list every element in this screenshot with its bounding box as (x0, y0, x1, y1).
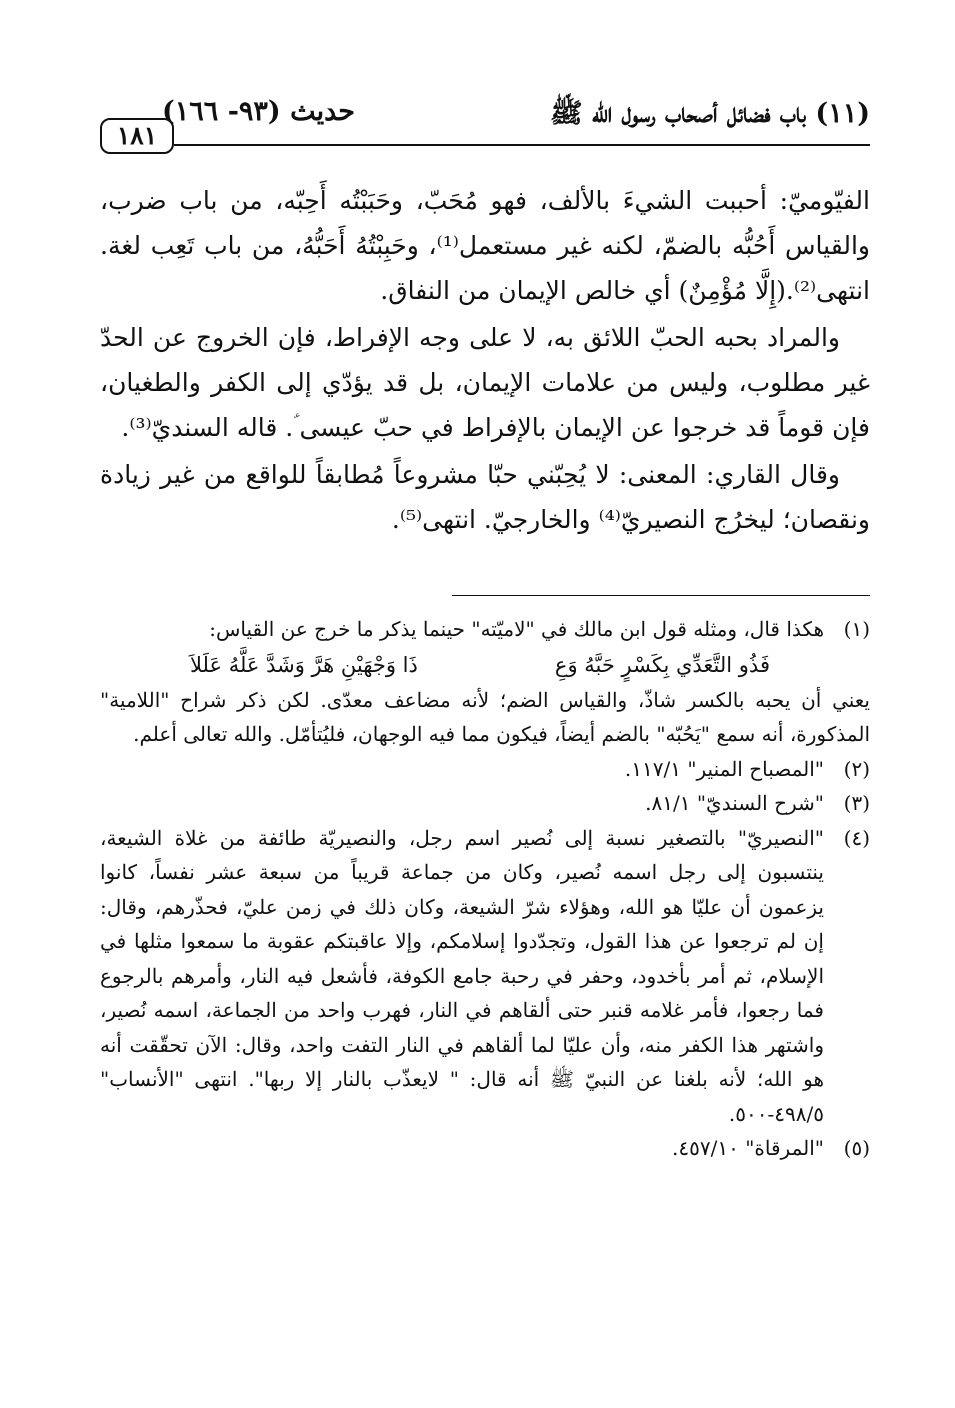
footnote-5 (100, 1131, 870, 1166)
paragraph-3: وقال القاري: المعنى: لا يُحِبّني حبّا مشروعاً مُطابقاً للواقع من غير زيادة ونقصان؛ ليخرُج النصيريّ⁽⁴⁾ والخارجيّ. انتهى⁽⁵⁾. (100, 460, 870, 534)
footnote-1 (100, 612, 870, 647)
footnote-2-number: (٢) (843, 756, 870, 781)
footnote-3-text: "شرح السنديّ" ٨١/١. (645, 791, 824, 815)
footnote-2-text: "المصباح المنير" ١١٧/١. (624, 756, 824, 781)
footnotes (100, 612, 870, 1166)
verse-first-hemistich: فَذُو التَّعَدِّي بِكَسْرٍ حَبَّهُ وَعِ (554, 652, 770, 677)
footnote-5-text: "المرقاة" ٤٥٧/١٠. (672, 1136, 824, 1160)
footnote-5-number: (٥) (843, 1136, 870, 1160)
footnote-3-number: (٣) (843, 791, 870, 815)
footnote-1-continuation: يعني أن يحبه بالكسر شاذّ، والقياس الضم؛ لأنه مضاعف معدّى. لكن ذكر شراح "اللامية" المذكورة، أنه سمع "يَحُبّه" بالضم أيضاً، فيكون مما فيه الوجهان، فليُتأمّل. والله تعالى أعلم. (100, 687, 870, 746)
header-rule (174, 144, 870, 146)
footnote-1-text: هكذا قال، ومثله قول ابن مالك في "لاميّته" حينما يذكر ما خرج عن القياس: (209, 617, 824, 641)
hadith-range: حديث (٩٣- ١٦٦) (162, 96, 355, 127)
footnote-divider (452, 595, 870, 596)
footnote-2 (100, 752, 870, 787)
footnote-4-text: "النصيريّ" بالتصغير نسبة إلى نُصير اسم رجل، والنصيريّة طائفة من غلاة الشيعة، ينتسبون إلى رجل اسمه نُصير، وكان من جماعة قريباً من سبعة عشر نفساً، كانوا يزعمون أن عليّا هو الله، وهؤلاء شرّ الشيعة، وكان ذلك في زمن عليّ، فحذّرهم، وقال: إن لم ترجعوا عن هذا القول، وتجدّدوا إسلامكم، وإلا عاقبتكم عقوبة ما سمعوا مثلها في الإسلام، ثم أمر بأخدود، وحفر في رحبة جامع الكوفة، فأشعل فيه النار، وأمرهم بالرجوع فما رجعوا، فأمر غلامه قنبر حتى ألقاهم في النار، فهرب واحد من الجماعة، اسمه نُصير، واشتهر هذا الكفر منه، وأن عليّا لما ألقاهم في النار التفت واحد، وقال: الآن تحقّقت أنه هو الله؛ لأنه بلغنا عن النبيّ ﷺ أنه قال: " لايعذّب بالنار إلا ربها". انتهى "الأنساب" ٤٩٨/٥-٥٠٠. (100, 825, 824, 1126)
poetry-verse (100, 647, 870, 683)
verse-second-hemistich: ذَا وَجْهَيْنِ هَرَّ وَشَدَّ عَلَّهُ عَلَلاَ (190, 652, 418, 677)
chapter-title: (١١) باب فضائل أصحاب رسول الله ﷺ (549, 98, 870, 129)
main-text (100, 178, 870, 544)
footnote-1-number: (١) (843, 617, 870, 641)
paragraph-1: الفيّوميّ: أحببت الشيءَ بالألف، فهو مُحَبّ، وحَبَبْتُه أَحِبّه، من باب ضرب، والقياس أَحُبُّه بالضمّ، لكنه غير مستعمل⁽¹⁾، وحَبِبْتُهُ أَحَبُّهُ، من باب تَعِب لغة. انتهى⁽²⁾.(إِلَّا مُؤْمِنٌ) أي خالص الإيمان من النفاق. (100, 186, 870, 305)
paragraph-2: والمراد بحبه الحبّ اللائق به، لا على وجه الإفراط، فإن الخروج عن الحدّ غير مطلوب، وليس من علامات الإيمان، بل قد يؤدّي إلى الكفر والطغيان، فإن قوماً قد خرجوا عن الإيمان بالإفراط في حبّ عيسى ؑ. قاله السنديّ⁽³⁾. (100, 323, 870, 442)
footnote-4-number: (٤) (843, 825, 870, 850)
page-number: ١٨١ (100, 118, 174, 154)
running-header (100, 92, 870, 172)
footnote-4 (100, 821, 870, 1132)
footnote-3 (100, 786, 870, 821)
